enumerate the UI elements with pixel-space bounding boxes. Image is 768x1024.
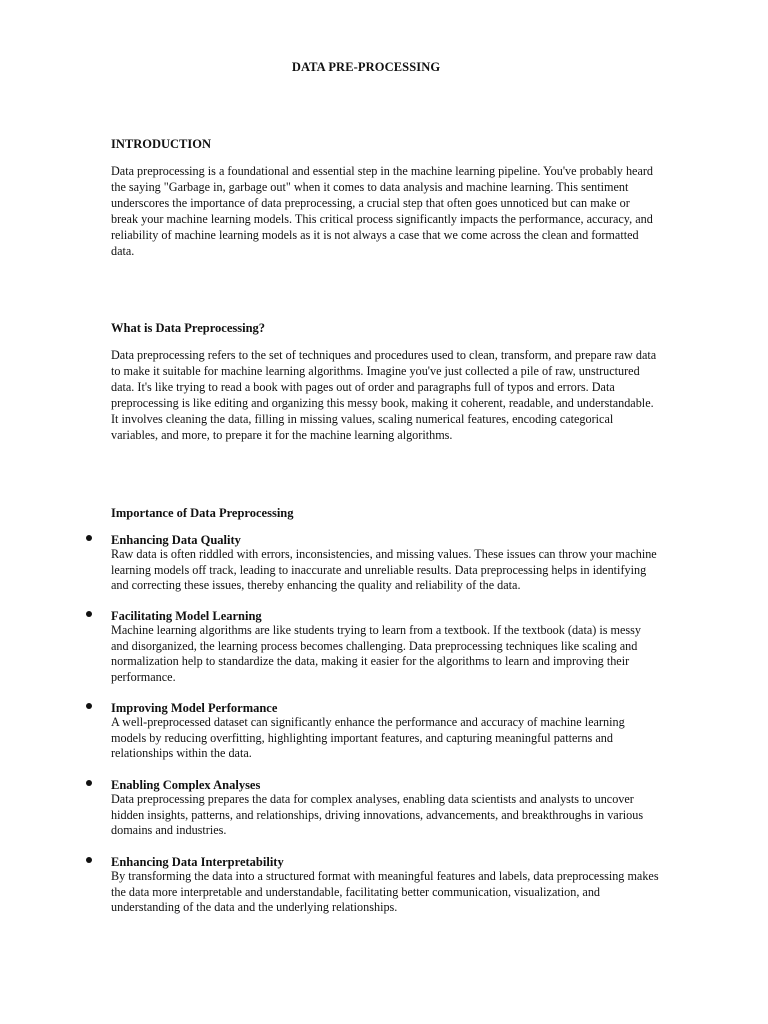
what-is-paragraph: Data preprocessing refers to the set of techniques and procedures used to clean, transform, and prepare raw data to make it suitable for machine learning algorithms. Imagine you've just collected a pile of raw, unstructured data. It's like trying to read a book with pages out of order and paragraphs full of typos and errors. Data preprocessing is like editing and organizing this messy book, making it coherent, readable, and understandable. It involves cleaning the data, filling in missing values, scaling numerical features, encoding categorical variables, and more, to prepare it for the machine learning algorithms. <box>111 348 657 442</box>
bullet-title: Enabling Complex Analyses <box>111 778 261 792</box>
bullet-icon <box>86 611 92 617</box>
what-is-heading: What is Data Preprocessing? <box>111 321 266 335</box>
bullet-title: Enhancing Data Interpretability <box>111 855 284 869</box>
bullet-text: Data preprocessing prepares the data for complex analyses, enabling data scientists and analysts to uncover hidden insights, patterns, and relationships, driving innovations, advancements, and breakthroughs in various domains and industries. <box>111 792 644 837</box>
bullet-title: Enhancing Data Quality <box>111 533 241 547</box>
document-title: DATA PRE-PROCESSING <box>291 60 441 74</box>
bullet-icon <box>86 535 92 541</box>
bullet-text: Raw data is often riddled with errors, inconsistencies, and missing values. These issues can throw your machine learning models off track, leading to inaccurate and unreliable results. Data preprocessing helps in identifying and correcting these issues, thereby enhancing the quality and reliability of the data. <box>111 547 657 592</box>
bullet-text: By transforming the data into a structured format with meaningful features and labels, data preprocessing makes the data more interpretable and understandable, facilitating better communication, visualization, and understanding of the data and the underlying relationships. <box>111 869 659 914</box>
bullet-icon <box>86 703 92 709</box>
bullet-icon <box>86 780 92 786</box>
bullet-title: Facilitating Model Learning <box>111 609 262 623</box>
bullet-text: Machine learning algorithms are like students trying to learn from a textbook. If the textbook (data) is messy and disorganized, the learning process becomes challenging. Data preprocessing techniques like scaling and normalization help to standardize the data, making it easier for the algorithms to learn and improving their performance. <box>111 623 642 684</box>
bullet-text: A well-preprocessed dataset can significantly enhance the performance and accuracy of machine learning models by reducing overfitting, highlighting important features, and capturing meaningful patterns and relationships within the data. <box>111 715 625 760</box>
importance-heading: Importance of Data Preprocessing <box>111 506 294 520</box>
bullet-title: Improving Model Performance <box>111 701 278 715</box>
bullet-icon <box>86 857 92 863</box>
introduction-paragraph: Data preprocessing is a foundational and essential step in the machine learning pipeline. You've probably heard the saying "Garbage in, garbage out" when it comes to data analysis and machine learning. This sentiment underscores the importance of data preprocessing, a crucial step that often goes unnoticed but can make or break your machine learning models. This critical process significantly impacts the performance, accuracy, and reliability of machine learning models as it is not always a case that we come across the clean and formatted data. <box>111 164 654 258</box>
introduction-heading: INTRODUCTION <box>111 137 212 151</box>
